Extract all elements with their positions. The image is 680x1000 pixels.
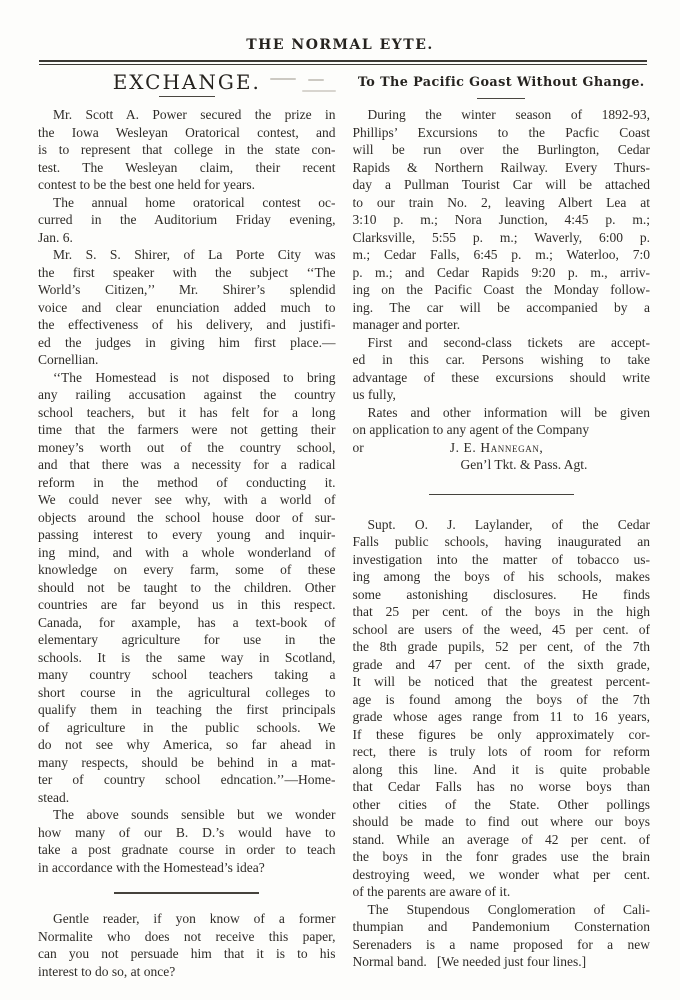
text-line: schools. It is the same way in Scotland, bbox=[38, 649, 336, 665]
text-line: do not see why America, so far ahead in bbox=[38, 737, 336, 752]
text-line: contest to be the best one held for years. bbox=[38, 177, 256, 192]
text-line: is to represent that college in the state con- bbox=[38, 142, 336, 157]
text-line: short course in the agricultural colleges to bbox=[38, 684, 336, 700]
text-line: curred in the Auditorium Friday evening, bbox=[38, 212, 336, 227]
scan-artifact bbox=[308, 79, 324, 81]
text-line: Cornellian. bbox=[38, 352, 99, 367]
text-line: thumpian and Pandemonium Consternation bbox=[352, 919, 650, 934]
text-line: During the winter season of 1892-93, bbox=[367, 107, 650, 122]
exchange-para-shirer bbox=[38, 246, 336, 369]
heading-rule bbox=[477, 98, 525, 99]
column-layout bbox=[0, 65, 680, 980]
text-line: us fully, bbox=[352, 387, 396, 402]
text-line: The Stupendous Conglomeration of Cali- bbox=[367, 901, 650, 917]
exchange-para-homestead-comment bbox=[38, 806, 336, 876]
text-line: It will be noticed that the greatest percent- bbox=[352, 674, 650, 689]
heading-rule bbox=[159, 96, 215, 97]
text-line: Serenaders is a name proposed for a new bbox=[352, 936, 650, 952]
scan-artifact bbox=[302, 90, 336, 92]
text-line: along this line. And it is quite probable bbox=[352, 761, 650, 777]
section-divider bbox=[353, 474, 651, 516]
exchange-para-gentle-reader bbox=[38, 910, 336, 980]
text-line: the first speaker with the subject ‘‘The bbox=[38, 264, 336, 280]
text-line: advantage of these excursions should write bbox=[352, 369, 650, 385]
text-line: ing on the Pacific Coast the Monday follow- bbox=[352, 282, 650, 297]
text-line: interest to do so, at once? bbox=[38, 963, 176, 979]
text-line: time that the farmers were not getting their bbox=[38, 422, 336, 437]
text-line: the effectiveness of his delivery, and justifi- bbox=[38, 317, 336, 332]
text-line: can you not persuade him that it is to his bbox=[38, 946, 336, 961]
text-line: will be run over the Burlington, Cedar bbox=[352, 142, 650, 157]
coast-heading: To The Pacific Goast Without Ghange. bbox=[357, 75, 645, 90]
text-line: knowledge on every farm, some of these bbox=[38, 562, 336, 577]
text-line: to our train No. 2, leaving Albert Lea at bbox=[352, 194, 650, 210]
text-line: Normal band. [We needed just four lines.] bbox=[352, 954, 587, 969]
text-line: any railing accusation against the country bbox=[38, 387, 336, 402]
exchange-para-home-contest bbox=[38, 194, 336, 247]
text-line: voice and clear enunciation added much to bbox=[38, 299, 336, 315]
section-divider bbox=[38, 876, 336, 910]
text-line: rect, there is truly lots of room for reform bbox=[352, 744, 650, 759]
text-line: ing among the boys of his schools, makes bbox=[352, 569, 650, 584]
signature-row bbox=[353, 439, 651, 457]
text-line: p. m.; and Cedar Rapids 9:20 p. m., arriv- bbox=[352, 264, 650, 280]
text-line: grade whose ages range from 11 to 16 years, bbox=[352, 709, 650, 724]
text-line: ‘‘The Homestead is not disposed to bring bbox=[53, 369, 336, 385]
text-line: ed the judges in giving him first place.— bbox=[38, 334, 336, 350]
text-line: Canada, for axample, has a text-book of bbox=[38, 614, 336, 630]
text-line: passing interest to every young and inquir- bbox=[38, 527, 336, 542]
right-column bbox=[353, 70, 651, 980]
text-line: manager and porter. bbox=[352, 317, 461, 332]
text-line: World’s Citizen,’’ Mr. Shirer’s splendid bbox=[38, 282, 336, 297]
coast-heading-block bbox=[353, 70, 651, 106]
signature-or-label: or bbox=[352, 439, 364, 455]
text-line: countries are far beyond us in this respect. bbox=[38, 597, 336, 612]
scan-artifact bbox=[270, 78, 296, 80]
text-line: objects around the school house door of sur- bbox=[38, 509, 336, 525]
text-line: other cities of the State. Other pollings bbox=[352, 796, 650, 812]
text-line: Mr. Scott A. Power secured the prize in bbox=[53, 107, 336, 122]
text-line: grade and 47 per cent. of the sixth grade, bbox=[352, 656, 650, 672]
text-line: that Cedar Falls has no worse boys than bbox=[352, 779, 650, 794]
exchange-para-oratorical-prize bbox=[38, 106, 336, 194]
text-line: that 25 per cent. of the boys in the high bbox=[352, 604, 650, 619]
text-line: The annual home oratorical contest oc- bbox=[53, 194, 336, 210]
text-line: Rates and other information will be given bbox=[367, 404, 650, 420]
text-line: and that there was a necessity for a radical bbox=[38, 457, 336, 472]
exchange-heading-block bbox=[38, 70, 336, 106]
text-line: If these figures be only approximately cor- bbox=[352, 726, 650, 742]
text-line: on application to any agent of the Company bbox=[352, 422, 590, 437]
text-line: ed in this car. Persons wishing to take bbox=[352, 352, 650, 367]
text-line: m.; Cedar Falls, 6:45 p. m.; Waterloo, 7:0 bbox=[352, 247, 650, 262]
text-line: Jan. 6. bbox=[38, 229, 73, 245]
text-line: of the parents are aware of it. bbox=[352, 884, 511, 899]
text-line: age is found among the boys of the 7th bbox=[352, 691, 650, 707]
text-line: reform in the method of conducting it. bbox=[38, 474, 336, 490]
text-line: Supt. O. J. Laylander, of the Cedar bbox=[367, 516, 650, 532]
text-line: Phillips’ Excursions to the Pacfic Coast bbox=[352, 124, 650, 140]
text-line: Gentle reader, if yon know of a former bbox=[53, 911, 336, 926]
divider-line bbox=[114, 892, 259, 893]
coast-para-excursions bbox=[353, 106, 651, 334]
text-line: the Iowa Wesleyan Oratorical contest, and bbox=[38, 124, 336, 140]
text-line: elementary agriculture for use in the bbox=[38, 632, 336, 647]
text-line: should not be taught to the children. Other bbox=[38, 579, 336, 595]
text-line: of agriculture in the public schools. We bbox=[38, 719, 336, 735]
text-line: Mr. S. S. Shirer, of La Porte City was bbox=[53, 247, 336, 262]
text-line: The above sounds sensible but we wonder bbox=[53, 807, 336, 822]
text-line: ing mind, and with a whole wonderland of bbox=[38, 544, 336, 560]
text-line: stand. While an average of 42 per cent. of bbox=[352, 831, 650, 847]
text-line: We could never see why, with a world of bbox=[38, 492, 336, 507]
text-line: investigation into the matter of tobacco us- bbox=[352, 551, 650, 567]
text-line: should be made to find out where our boys bbox=[352, 814, 650, 829]
text-line: school teachers, but it has felt for a long bbox=[38, 404, 336, 420]
text-line: how many of our B. D.’s would have to bbox=[38, 824, 336, 840]
text-line: Falls public schools, having inaugurated an bbox=[352, 534, 650, 549]
text-line: day a Pullman Tourist Car will be attached bbox=[352, 177, 650, 192]
text-line: the boys in the fonr grades use the brain bbox=[352, 849, 650, 864]
text-line: in accordance with the Homestead’s idea? bbox=[38, 859, 265, 875]
text-line: qualify them in teaching the first principals bbox=[38, 702, 336, 717]
divider-line bbox=[429, 494, 574, 495]
text-line: money’s worth out of the country school, bbox=[38, 439, 336, 455]
text-line: Clarksville, 5:55 p. m.; Waverly, 6:00 p. bbox=[352, 229, 650, 245]
masthead-title: THE NORMAL EYTE. bbox=[246, 37, 434, 53]
text-line: 3:10 p. m.; Nora Junction, 4:45 p. m.; bbox=[352, 212, 650, 227]
text-line: ter of country school edncation.’’—Home- bbox=[38, 772, 336, 787]
signature-name: J. E. Hannegan, bbox=[449, 439, 544, 455]
text-line: Rapids & Northern Railway. Every Thurs- bbox=[352, 159, 650, 175]
text-line: many country school teachers taking a bbox=[38, 667, 336, 682]
text-line: stead. bbox=[38, 789, 70, 805]
exchange-heading: EXCHANGE. bbox=[112, 70, 261, 94]
coast-para-rates bbox=[353, 404, 651, 439]
text-line: ing. The car will be accompanied by a bbox=[352, 299, 650, 315]
exchange-para-homestead-quote bbox=[38, 369, 336, 807]
text-line: some astonishing disclosures. He finds bbox=[352, 586, 650, 602]
text-line: First and second-class tickets are accept- bbox=[367, 334, 650, 350]
normal-band-para bbox=[353, 901, 651, 971]
signature-title: Gen’l Tkt. & Pass. Agt. bbox=[460, 457, 588, 472]
text-line: Normalite who does not receive this paper, bbox=[38, 928, 336, 944]
text-line: school are users of the weed, 45 per cent. of bbox=[352, 621, 650, 637]
left-column bbox=[38, 70, 336, 980]
tobacco-investigation-para bbox=[353, 516, 651, 901]
text-line: test. The Wesleyan claim, their recent bbox=[38, 159, 336, 175]
text-line: take a post gradnate course in order to teach bbox=[38, 842, 336, 857]
text-line: destroying weed, we wonder what per cent. bbox=[352, 866, 650, 882]
text-line: the 8th grade pupils, 52 per cent, of the 7th bbox=[352, 639, 650, 654]
text-line: many respects, should be behind in a mat- bbox=[38, 754, 336, 770]
coast-para-tickets bbox=[353, 334, 651, 404]
